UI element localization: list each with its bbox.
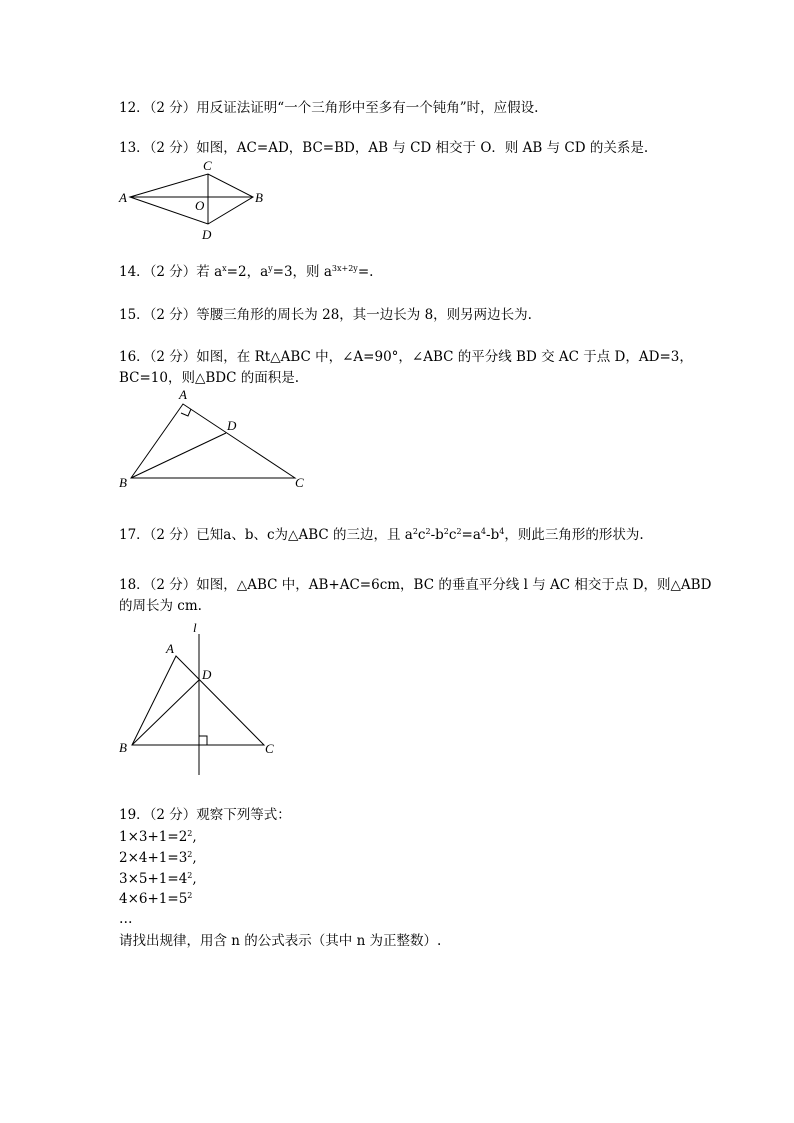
question-15: 15．（2 分）等腰三角形的周长为 28，其一边长为 8，则另两边长为. (119, 307, 532, 323)
label-b: B (119, 475, 127, 490)
question-14: 14．（2 分）若 $a^x=2$，$a^y=3$，则 $a^{3x+2y}=$. (119, 264, 374, 280)
figure-16 (115, 385, 315, 495)
question-13: 13．（2 分）如图，AC=AD，BC=BD，AB 与 CD 相交于 O．则 AB 与 CD 的关系是. (119, 140, 649, 156)
question-16-line1: 16．（2 分）如图，在 Rt△ABC 中，∠A=90°，∠ABC 的平分线 BD 交 AC 于点 D，AD=3， (119, 349, 693, 365)
question-18-line1: 18．（2 分）如图，△ABC 中，AB+AC=6cm，BC 的垂直平分线 l 与 AC 相交于点 D，则△ABD (119, 577, 712, 593)
equation-2: $2\times 4+1=3^2$, (119, 850, 197, 866)
figure-13 (115, 157, 275, 245)
label-a: A (119, 190, 127, 205)
label-d: D (227, 418, 237, 433)
label-c: C (295, 475, 304, 490)
label-d: D (202, 227, 212, 242)
equation-1: $1\times 3+1=2^2$, (119, 829, 197, 845)
label-c: C (265, 741, 274, 756)
label-d: D (202, 667, 212, 682)
label-b: B (119, 740, 127, 755)
equation-4: $4\times 6+1=5^2$ (119, 891, 193, 907)
label-a: A (179, 387, 187, 402)
question-16-line2: BC=10，则△BDC 的面积是. (119, 370, 300, 386)
question-19-last: 请找出规律，用含 n 的公式表示（其中 n 为正整数）. (119, 933, 442, 949)
label-o: O (195, 198, 205, 213)
label-b: B (255, 190, 263, 205)
label-a: A (166, 641, 174, 656)
question-19-line1: 19．（2 分）观察下列等式： (119, 807, 291, 823)
label-l: l (193, 620, 197, 635)
figure-18 (115, 618, 285, 778)
label-c: C (203, 158, 212, 173)
question-12: 12．（2 分）用反证法证明“一个三角形中至多有一个钝角”时，应假设. (119, 100, 539, 116)
question-17: 17．（2 分）已知a、b、c为△ABC 的三边，且 $a^2c^2-b^2c^2=a^4-b^4$，则此三角形的形状为. (119, 527, 644, 543)
ellipsis: … (119, 911, 133, 927)
equation-3: $3\times 5+1=4^2$, (119, 871, 197, 887)
question-18-line2: 的周长为 cm. (119, 598, 202, 614)
